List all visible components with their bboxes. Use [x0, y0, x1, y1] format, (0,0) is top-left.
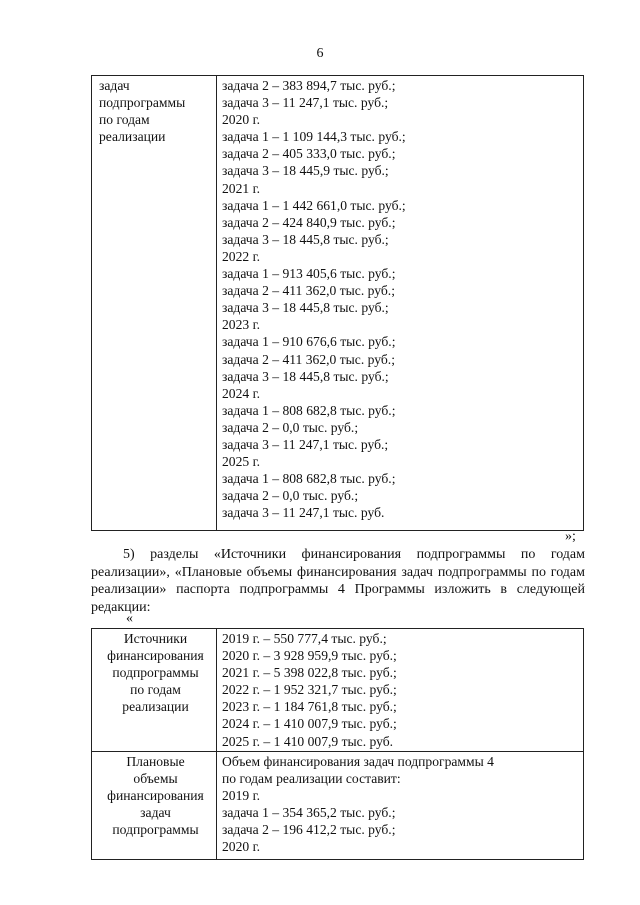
row-label-cell — [92, 629, 217, 752]
content-line: задача 3 – 18 445,8 тыс. руб.; — [222, 368, 389, 384]
label-line: объемы — [133, 770, 178, 786]
label-line: по годам — [130, 682, 181, 698]
content-line: задача 1 – 1 442 661,0 тыс. руб.; — [222, 197, 406, 213]
label-line: финансирования — [107, 787, 204, 803]
content-line: 2024 г. — [222, 385, 261, 401]
content-line: задача 2 – 383 894,7 тыс. руб.; — [222, 78, 396, 93]
passport-table-new — [91, 628, 584, 860]
content-line: задача 2 – 0,0 тыс. руб.; — [222, 488, 359, 504]
label-line: Плановые — [126, 753, 185, 769]
content-line: задача 1 – 910 676,6 тыс. руб.; — [222, 334, 396, 350]
content-line: 2024 г. – 1 410 007,9 тыс. руб.; — [222, 716, 397, 732]
content-line: 2020 г. – 3 928 959,9 тыс. руб.; — [222, 648, 397, 664]
content-line: задача 1 – 354 365,2 тыс. руб.; — [222, 804, 396, 820]
content-line: 2022 г. – 1 952 321,7 тыс. руб.; — [222, 682, 397, 698]
content-line: задача 2 – 0,0 тыс. руб.; — [222, 419, 359, 435]
content-line: задача 3 – 18 445,8 тыс. руб.; — [222, 231, 389, 247]
label-line: финансирования — [107, 648, 204, 664]
content-line: 2023 г. — [222, 317, 261, 333]
passport-table-continued — [91, 75, 584, 531]
amendment-paragraph — [91, 546, 585, 616]
table-row — [92, 751, 584, 859]
content-line: 2019 г. – 550 777,4 тыс. руб.; — [222, 631, 387, 646]
label-line: реализации — [99, 129, 166, 145]
label-line: подпрограммы — [99, 95, 186, 111]
content-line: 2023 г. – 1 184 761,8 тыс. руб.; — [222, 699, 397, 715]
content-line: 2020 г. — [222, 839, 261, 855]
content-line: по годам реализации составит: — [222, 770, 401, 786]
paragraph-text: 5) разделы «Источники финансирования подпрограммы по годам реализации», «Плановые объемы финансирования задач подпрограммы по годам реализации» паспорта подпрограммы 4 Программы изложить в следующей редакции: — [91, 547, 585, 615]
row-content-cell — [217, 751, 584, 859]
label-line: задач — [99, 78, 130, 93]
content-line: Объем финансирования задач подпрограммы 4 — [222, 753, 494, 769]
content-line: задача 1 – 1 109 144,3 тыс. руб.; — [222, 129, 406, 145]
content-line: 2022 г. — [222, 248, 261, 264]
row-content-cell — [217, 76, 584, 531]
content-line: 2025 г. — [222, 454, 261, 470]
page-number: 6 — [316, 46, 324, 61]
content-line: 2021 г. — [222, 180, 261, 196]
content-line: 2020 г. — [222, 112, 261, 128]
label-line: подпрограммы — [112, 822, 199, 838]
content-line: задача 1 – 808 682,8 тыс. руб.; — [222, 471, 396, 487]
content-line: задача 1 – 808 682,8 тыс. руб.; — [222, 402, 396, 418]
row-content-cell — [217, 629, 584, 752]
label-line: реализации — [122, 699, 189, 715]
closing-quote: »; — [565, 529, 576, 544]
content-line: задача 1 – 913 405,6 тыс. руб.; — [222, 266, 396, 282]
content-line: задача 3 – 18 445,8 тыс. руб.; — [222, 300, 389, 316]
content-line: задача 3 – 11 247,1 тыс. руб.; — [222, 95, 389, 111]
content-line: задача 2 – 405 333,0 тыс. руб.; — [222, 146, 396, 162]
content-line: 2021 г. – 5 398 022,8 тыс. руб.; — [222, 665, 397, 681]
row-label-cell — [92, 76, 217, 531]
content-line: 2019 г. — [222, 787, 261, 803]
label-line: задач — [140, 804, 171, 820]
opening-quote: « — [126, 611, 133, 626]
table-row — [92, 629, 584, 752]
content-line: задача 2 – 424 840,9 тыс. руб.; — [222, 214, 396, 230]
content-line: задача 3 – 11 247,1 тыс. руб.; — [222, 436, 389, 452]
label-line: подпрограммы — [112, 665, 199, 681]
label-line: Источники — [123, 631, 188, 646]
content-line: задача 3 – 11 247,1 тыс. руб. — [222, 505, 385, 521]
content-line: задача 3 – 18 445,9 тыс. руб.; — [222, 163, 389, 179]
content-line: задача 2 – 196 412,2 тыс. руб.; — [222, 822, 396, 838]
table-row — [92, 76, 584, 531]
content-line: 2025 г. – 1 410 007,9 тыс. руб. — [222, 733, 394, 749]
row-label-cell — [92, 751, 217, 859]
content-line: задача 2 – 411 362,0 тыс. руб.; — [222, 351, 395, 367]
label-line: по годам — [99, 112, 150, 128]
content-line: задача 2 – 411 362,0 тыс. руб.; — [222, 283, 395, 299]
